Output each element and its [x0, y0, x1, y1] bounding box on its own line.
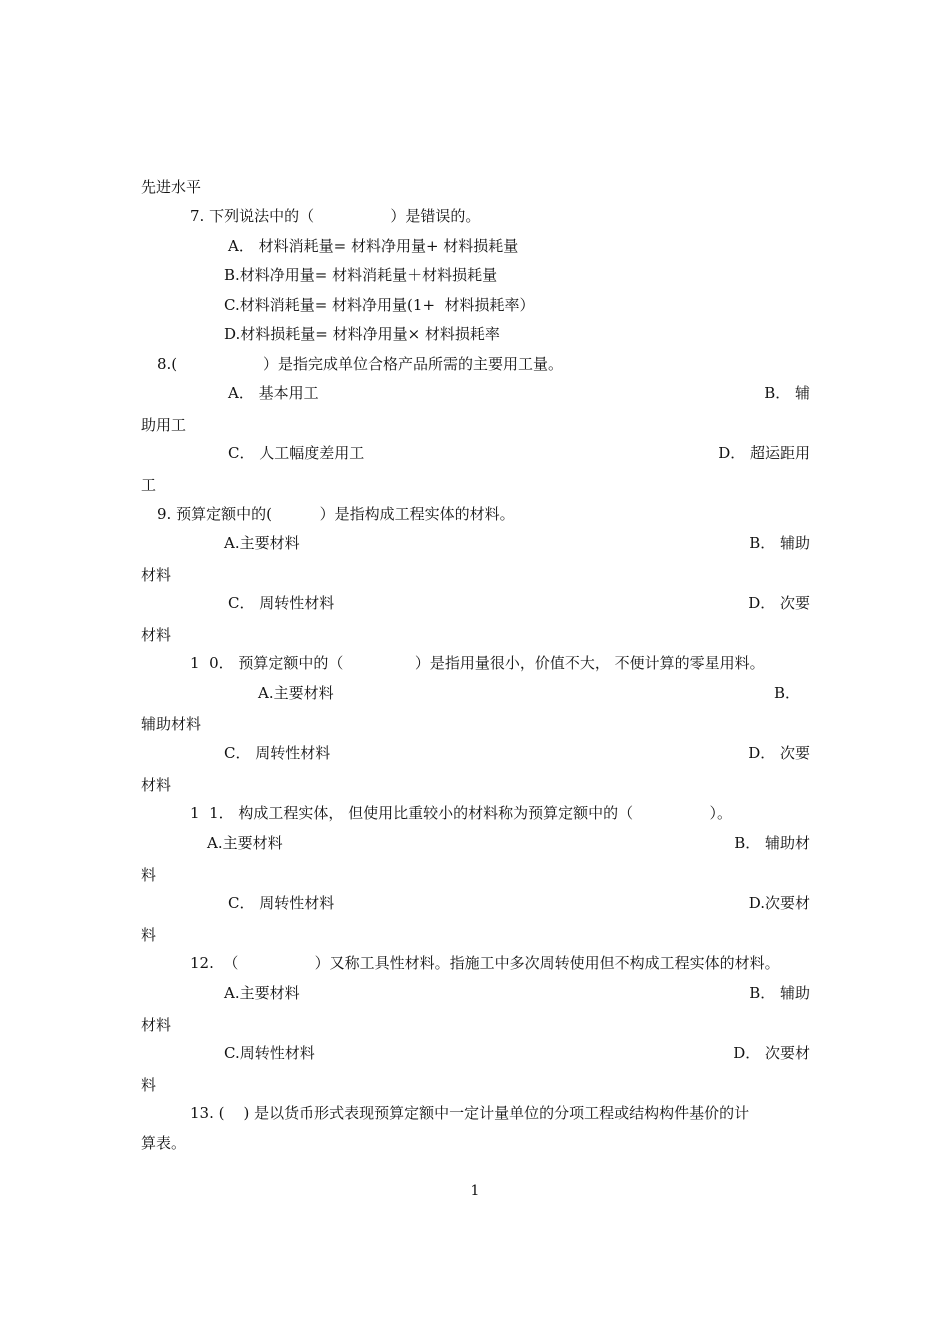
option-8d-cont: 工	[141, 476, 157, 494]
option-7d: D.材料损耗量= 材料净用量× 材料损耗率	[224, 325, 500, 343]
option-12b-cont: 材料	[141, 1016, 172, 1034]
option-9d: D． 次要	[748, 594, 810, 612]
option-9a: A.主要材料	[224, 534, 300, 552]
option-12b: B． 辅助	[749, 984, 810, 1002]
question-10: 1 0． 预算定额中的（ ）是指用量很小，价值不大， 不便计算的零星用料。	[190, 654, 765, 672]
option-7b: B.材料净用量= 材料消耗量＋材料损耗量	[224, 266, 498, 284]
option-11d-cont: 料	[141, 926, 157, 944]
page-number: 1	[470, 1183, 480, 1199]
option-8c: C． 人工幅度差用工	[228, 444, 365, 462]
question-7: 7. 下列说法中的（ ）是错误的。	[190, 207, 481, 225]
option-12d: D． 次要材	[733, 1044, 810, 1062]
question-13: 13. ( ) 是以货币形式表现预算定额中一定计量单位的分项工程或结构构件基价的计	[190, 1104, 750, 1122]
option-10b-cont: 辅助材料	[141, 715, 202, 733]
option-10d-cont: 材料	[141, 776, 172, 794]
option-9c: C． 周转性材料	[228, 594, 335, 612]
option-12c: C.周转性材料	[224, 1044, 315, 1062]
option-8b: B． 辅	[764, 384, 810, 402]
option-10b: B．	[773, 684, 800, 702]
option-11d: D.次要材	[748, 894, 810, 912]
question-11: 1 1． 构成工程实体， 但使用比重较小的材料称为预算定额中的（ ）。	[190, 804, 732, 822]
question-8: 8.( ）是指完成单位合格产品所需的主要用工量。	[157, 355, 563, 373]
question-9: 9. 预算定额中的( ）是指构成工程实体的材料。	[157, 505, 515, 523]
option-11a: A.主要材料	[207, 834, 283, 852]
option-12d-cont: 料	[141, 1076, 157, 1094]
option-9d-cont: 材料	[141, 626, 172, 644]
option-9b: B． 辅助	[749, 534, 810, 552]
option-10a: A.主要材料	[258, 684, 334, 702]
option-12a: A.主要材料	[224, 984, 300, 1002]
option-7c: C.材料消耗量= 材料净用量(1+ 材料损耗率）	[224, 296, 535, 314]
option-9b-cont: 材料	[141, 566, 172, 584]
option-11c: C． 周转性材料	[228, 894, 335, 912]
option-7a: A． 材料消耗量= 材料净用量+ 材料损耗量	[228, 237, 519, 255]
text-line: 先进水平	[141, 178, 202, 196]
option-8a: A． 基本用工	[228, 384, 319, 402]
option-8b-cont: 助用工	[141, 416, 187, 434]
option-11b: B． 辅助材	[734, 834, 810, 852]
option-8d: D． 超运距用	[718, 444, 810, 462]
question-12: 12. （ ）又称工具性材料。指施工中多次周转使用但不构成工程实体的材料。	[190, 954, 780, 972]
option-11b-cont: 料	[141, 866, 157, 884]
question-13-cont: 算表。	[141, 1134, 187, 1152]
option-10d: D． 次要	[748, 744, 810, 762]
option-10c: C． 周转性材料	[224, 744, 331, 762]
